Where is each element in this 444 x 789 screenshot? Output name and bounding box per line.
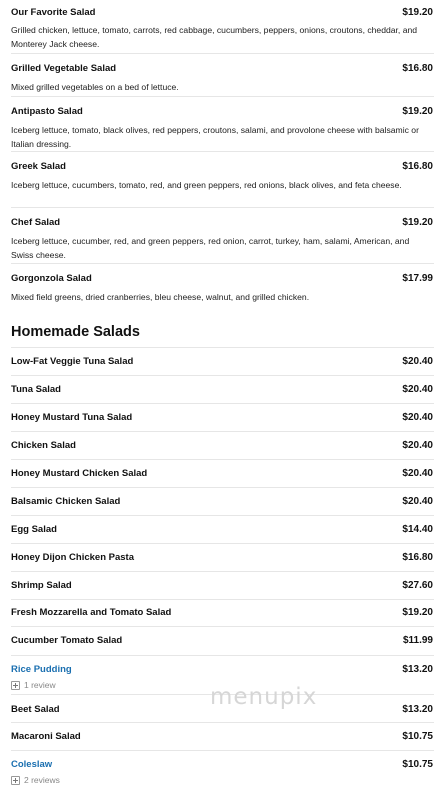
item-name-link[interactable]: Coleslaw — [11, 759, 53, 770]
plus-box-icon — [11, 681, 20, 690]
item-name: Low-Fat Veggie Tuna Salad — [11, 356, 134, 367]
menu-item — [11, 544, 434, 572]
item-price: $13.20 — [402, 704, 433, 715]
item-price: $20.40 — [402, 412, 433, 423]
item-price: $19.20 — [402, 217, 433, 228]
item-price: $20.40 — [402, 384, 433, 395]
item-name: Grilled Vegetable Salad — [11, 63, 117, 74]
item-price: $20.40 — [402, 356, 433, 367]
item-price: $14.40 — [402, 524, 433, 535]
item-price: $27.60 — [402, 580, 433, 591]
menu-item — [11, 0, 434, 54]
item-description: Iceberg lettuce, cucumber, red, and green peppers, red onion, carrot, turkey, ham, salami, American, and Swiss cheese. — [11, 236, 410, 260]
item-name: Tuna Salad — [11, 384, 61, 395]
menu-item — [11, 600, 434, 627]
menu-item — [11, 723, 434, 751]
menu-item — [11, 54, 434, 97]
menu-item — [11, 264, 434, 305]
item-description: Iceberg lettuce, tomato, black olives, red peppers, croutons, salami, and provolone cheese with balsamic or Italian dressing. — [11, 125, 419, 149]
item-price: $20.40 — [402, 496, 433, 507]
item-price: $19.20 — [402, 7, 433, 18]
item-name: Antipasto Salad — [11, 106, 83, 117]
item-price: $10.75 — [402, 731, 433, 742]
item-price: $20.40 — [402, 440, 433, 451]
menu-item — [11, 376, 434, 404]
menu-item — [11, 432, 434, 460]
item-name: Honey Mustard Tuna Salad — [11, 412, 133, 423]
item-description: Iceberg lettuce, cucumbers, tomato, red, and green peppers, red onions, black olives, and feta cheese. — [11, 180, 402, 190]
menu-item — [11, 97, 434, 152]
menu-item — [11, 751, 434, 789]
menu-item — [11, 656, 434, 695]
review-count: 1 review — [24, 680, 56, 690]
menu-item — [11, 460, 434, 488]
item-price: $19.20 — [402, 106, 433, 117]
item-description: Mixed field greens, dried cranberries, bleu cheese, walnut, and grilled chicken. — [11, 292, 310, 302]
menu-item — [11, 516, 434, 544]
item-name: Macaroni Salad — [11, 731, 81, 742]
review-link[interactable] — [11, 680, 434, 690]
item-name: Chicken Salad — [11, 440, 76, 451]
menupix-watermark: menupix — [210, 684, 318, 710]
item-name: Fresh Mozzarella and Tomato Salad — [11, 607, 172, 618]
item-name: Shrimp Salad — [11, 580, 72, 591]
item-name: Balsamic Chicken Salad — [11, 496, 121, 507]
item-name: Our Favorite Salad — [11, 7, 96, 18]
item-name: Honey Mustard Chicken Salad — [11, 468, 148, 479]
item-name: Greek Salad — [11, 161, 66, 172]
item-price: $17.99 — [402, 273, 433, 284]
item-price: $20.40 — [402, 468, 433, 479]
menu-item — [11, 627, 434, 656]
menu-item — [11, 572, 434, 600]
item-name: Honey Dijon Chicken Pasta — [11, 552, 135, 563]
item-price: $19.20 — [402, 607, 433, 618]
item-price: $10.75 — [402, 759, 433, 770]
menu-item — [11, 348, 434, 376]
item-price: $16.80 — [402, 552, 433, 563]
item-name: Chef Salad — [11, 217, 61, 228]
item-price: $16.80 — [402, 63, 433, 74]
item-name: Gorgonzola Salad — [11, 273, 92, 284]
item-name: Cucumber Tomato Salad — [11, 635, 123, 646]
item-name: Egg Salad — [11, 524, 57, 535]
menu-item — [11, 208, 434, 264]
item-name: Beet Salad — [11, 704, 60, 715]
review-count: 2 reviews — [24, 775, 60, 785]
item-price: $13.20 — [402, 664, 433, 675]
item-description: Grilled chicken, lettuce, tomato, carrots, red cabbage, cucumbers, peppers, onions, croutons, cheddar, and Monterey Jack cheese. — [11, 25, 418, 49]
menu-item — [11, 695, 434, 723]
item-description: Mixed grilled vegetables on a bed of lettuce. — [11, 82, 179, 92]
menu-item — [11, 488, 434, 516]
menu-item — [11, 404, 434, 432]
item-price: $11.99 — [402, 635, 433, 646]
item-price: $16.80 — [402, 161, 433, 172]
menu-item — [11, 152, 434, 208]
item-name-link[interactable]: Rice Pudding — [11, 664, 72, 675]
plus-box-icon — [11, 776, 20, 785]
section-title: Homemade Salads — [11, 305, 434, 348]
review-link[interactable] — [11, 775, 434, 785]
